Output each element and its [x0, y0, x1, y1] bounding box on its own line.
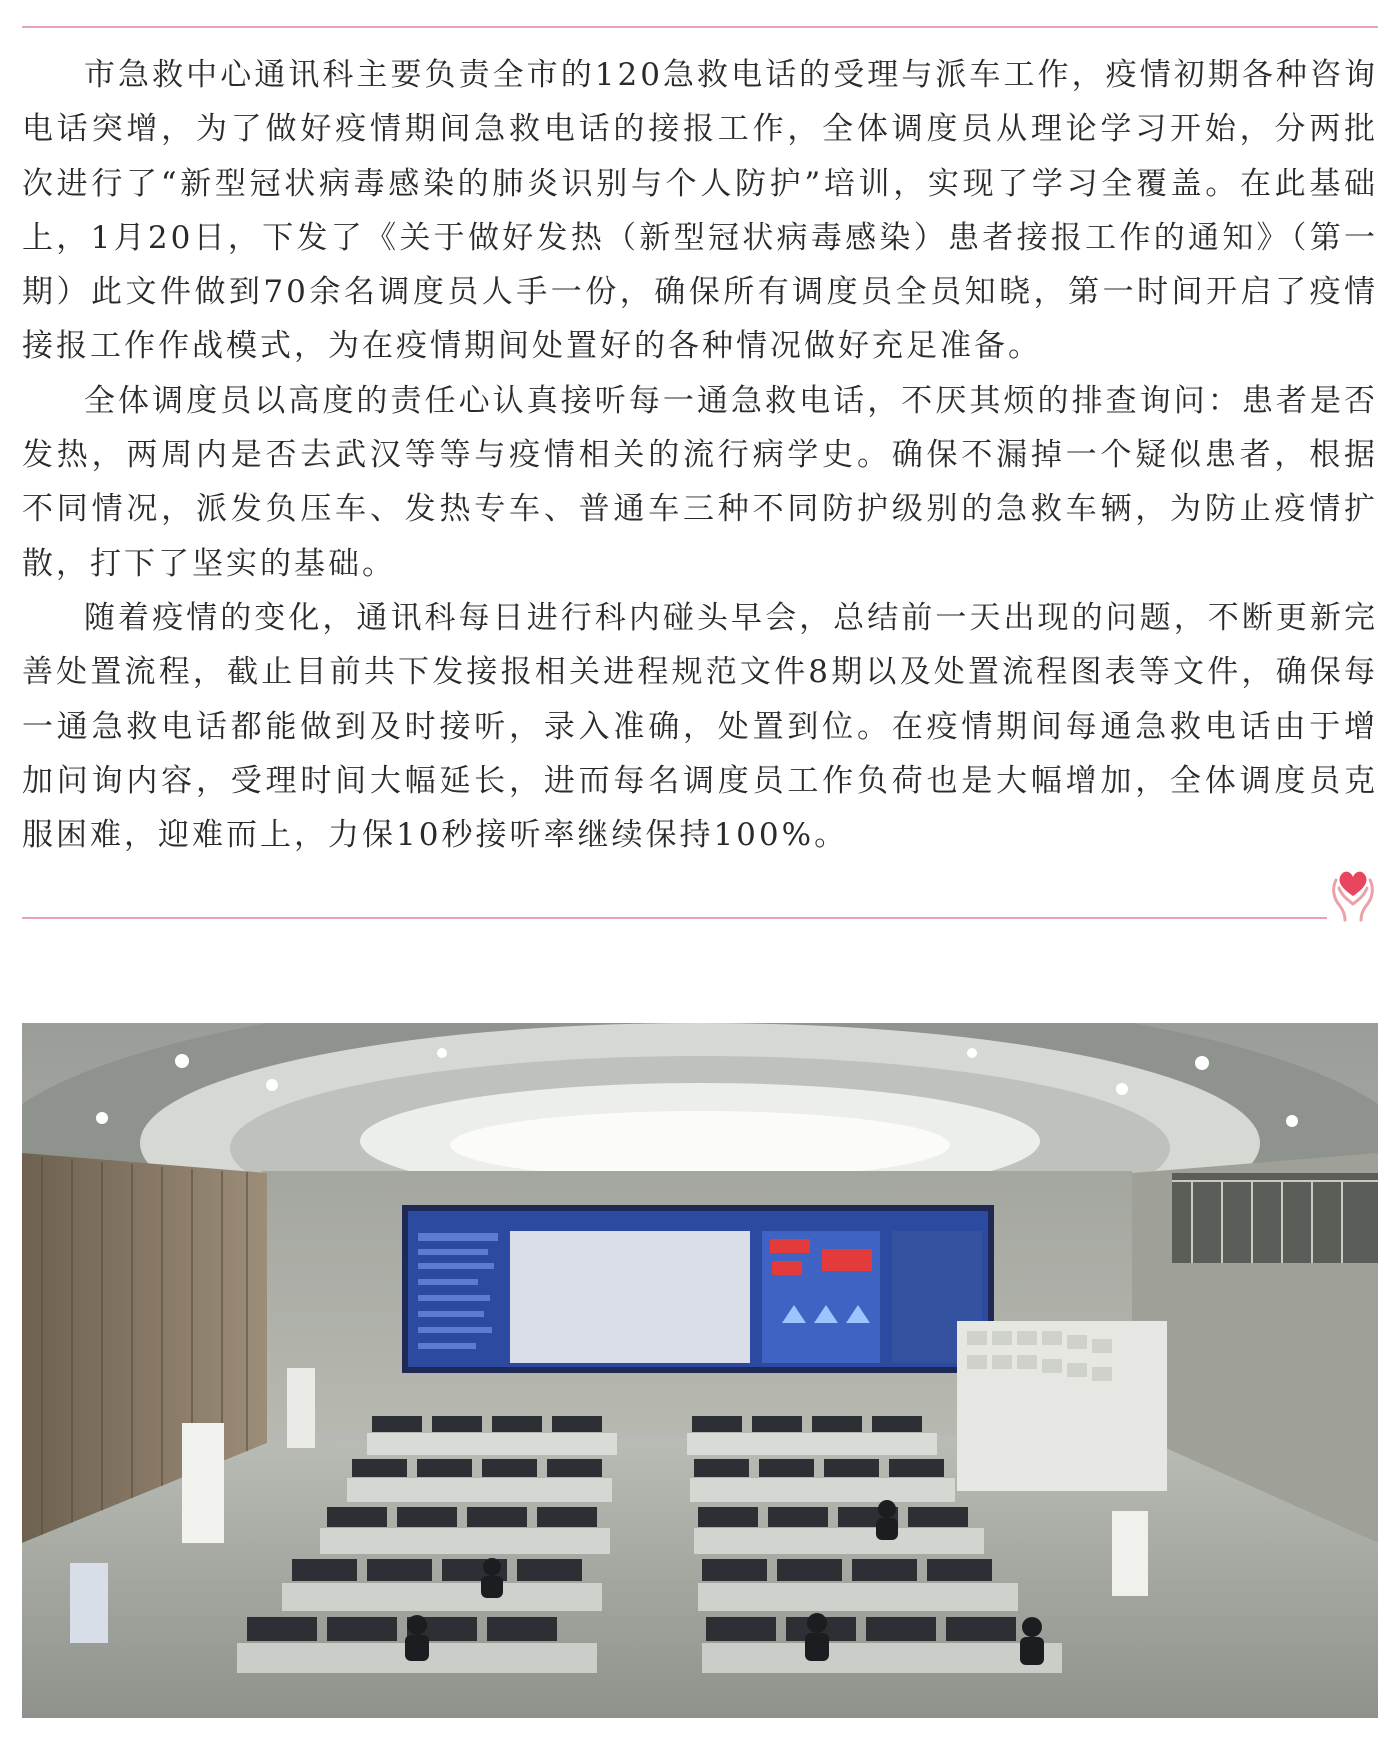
paragraph-3: 随着疫情的变化，通讯科每日进行科内碰头早会，总结前一天出现的问题，不断更新完善处置流程，截止目前共下发接报相关进程规范文件8期以及处置流程图表等文件，确保每一通急救电话都能做到及时接听，录入准确，处置到位。在疫情期间每通急救电话由于增加问询内容，受理时间大幅延长，进而每名调度员工作负荷也是大幅增加，全体调度员克服困难，迎难而上，力保10秒接听率继续保持100%。: [22, 599, 1378, 854]
top-divider: [22, 26, 1378, 28]
paragraph-1: 市急救中心通讯科主要负责全市的120急救电话的受理与派车工作，疫情初期各种咨询电话突增，为了做好疫情期间急救电话的接报工作，全体调度员从理论学习开始，分两批次进行了“新型冠状病毒感染的肺炎识别与个人防护”培训，实现了学习全覆盖。在此基础上，1月20日，下发了《关于做好发热（新型冠状病毒感染）患者接报工作的通知》（第一期）此文件做到70余名调度员人手一份，确保所有调度员全员知晓，第一时间开启了疫情接报工作作战模式，为在疫情期间处置好的各种情况做好充足准备。: [22, 57, 1378, 365]
heart-hands-icon: [1328, 866, 1378, 922]
bottom-divider: [22, 917, 1327, 919]
dispatch-center-photo: [22, 1023, 1378, 1718]
paragraph-2: 全体调度员以高度的责任心认真接听每一通急救电话，不厌其烦的排查询问：患者是否发热，两周内是否去武汉等等与疫情相关的流行病学史。确保不漏掉一个疑似患者，根据不同情况，派发负压车、发热专车、普通车三种不同防护级别的急救车辆，为防止疫情扩散，打下了坚实的基础。: [22, 382, 1378, 582]
article-body: [22, 48, 1378, 862]
